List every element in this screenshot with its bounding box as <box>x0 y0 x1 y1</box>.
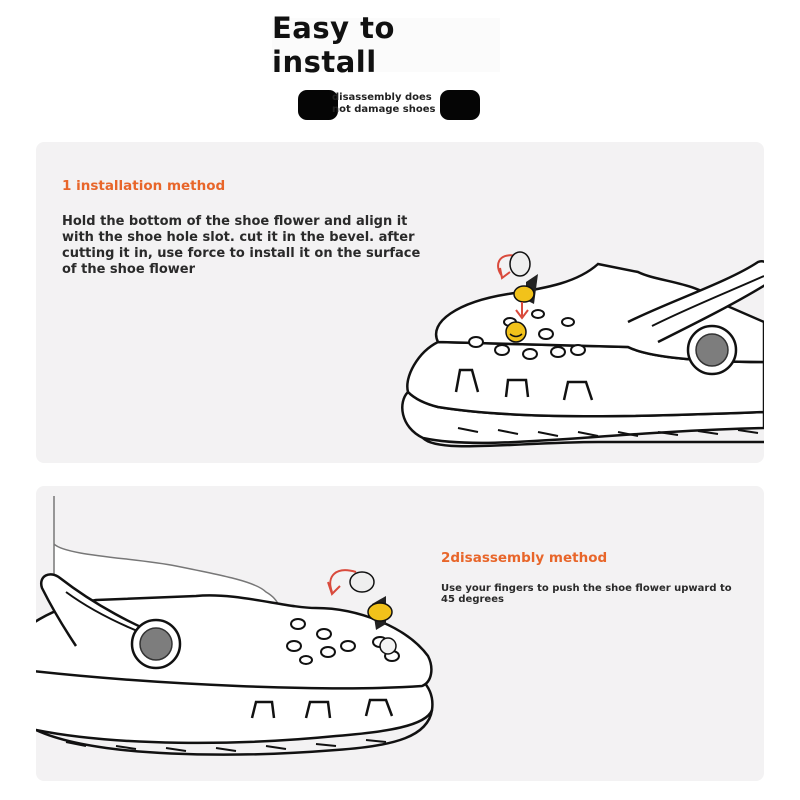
installation-method-description: Hold the bottom of the shoe flower and align it with the shoe hole slot. cut it in the bevel. after cutting it in, use force to install it on the surface of the shoe flower <box>62 214 421 277</box>
installation-method-title: 1 installation method <box>62 178 226 194</box>
disassembly-method-description: Use your fingers to push the shoe flower upward to 45 degrees <box>441 583 732 605</box>
damage-notice-badge <box>298 90 482 120</box>
disassembly-panel <box>36 486 764 781</box>
installation-panel <box>36 142 764 463</box>
badge-text: disassembly does not damage shoes <box>332 92 436 115</box>
page-title: Easy to install <box>272 18 500 72</box>
disassembly-method-title: 2disassembly method <box>441 550 608 566</box>
hand-and-clog-illustration <box>36 496 436 781</box>
clog-shoe-illustration <box>398 242 764 463</box>
redaction-mark-right <box>440 90 480 120</box>
smiley-charm-icon <box>506 322 526 342</box>
charm-base-icon <box>380 638 396 654</box>
